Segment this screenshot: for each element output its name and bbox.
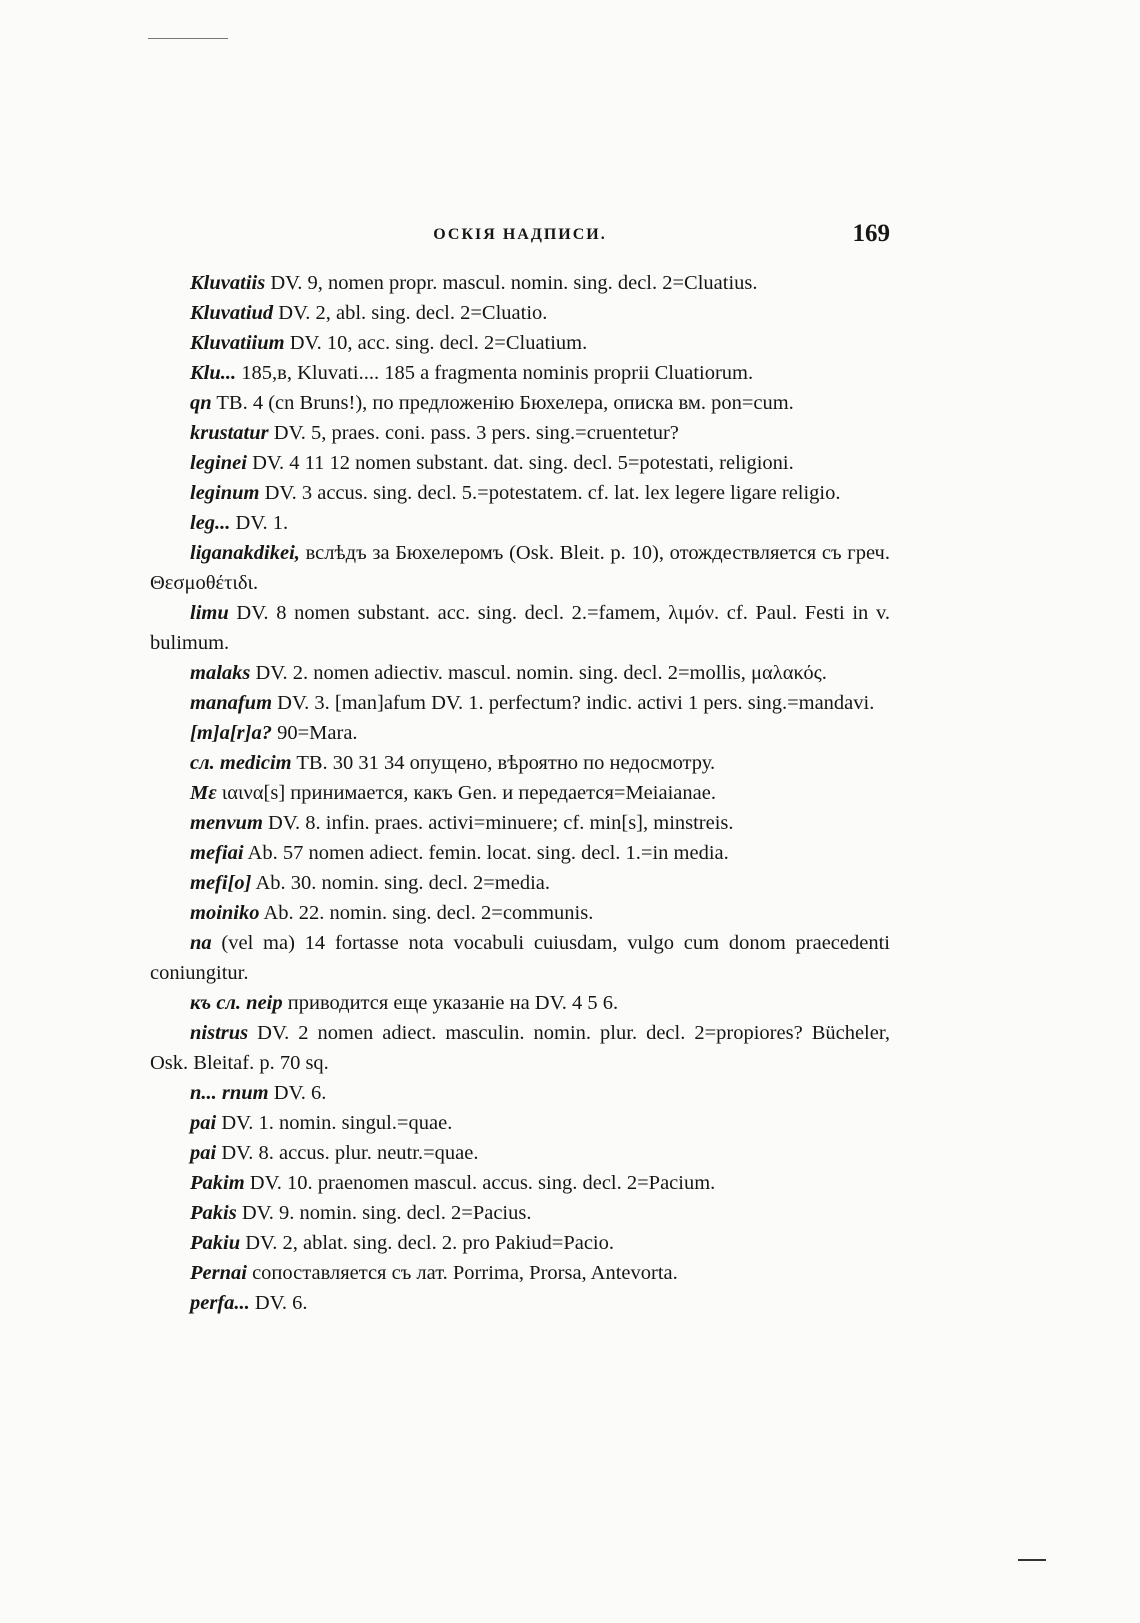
definition: TB. 4 (cn Bruns!), по предложенію Бюхелера, описка вм. pon=cum. bbox=[211, 392, 794, 414]
glossary-entry bbox=[150, 868, 890, 898]
headword: na bbox=[190, 932, 212, 954]
glossary-entry bbox=[150, 808, 890, 838]
headword: pai bbox=[190, 1112, 217, 1134]
definition: ιαινα[s] принимается, какъ Gen. и передается=Meiaianae. bbox=[216, 782, 716, 804]
headword: manafum bbox=[190, 692, 273, 714]
glossary-entry bbox=[150, 778, 890, 808]
definition: сопоставляется съ лат. Porrima, Prorsa, Antevorta. bbox=[246, 1262, 678, 1284]
glossary-entry bbox=[150, 328, 890, 358]
definition: DV. 2, abl. sing. decl. 2=Cluatio. bbox=[273, 302, 548, 324]
headword: limu bbox=[190, 602, 229, 624]
glossary-entry bbox=[150, 1108, 890, 1138]
glossary-entry bbox=[150, 538, 890, 598]
headword: mefi[o] bbox=[190, 872, 252, 894]
glossary-entry bbox=[150, 388, 890, 418]
definition: DV. 8. accus. plur. neutr.=quae. bbox=[216, 1142, 479, 1164]
headword: Pernai bbox=[190, 1262, 247, 1284]
headword: [m]a[r]a? bbox=[190, 722, 272, 744]
definition: (vel ma) 14 fortasse nota vocabuli cuiusdam, vulgo cum donom praecedenti coniungitur. bbox=[150, 932, 890, 984]
headword: moiniko bbox=[190, 902, 260, 924]
glossary-entry bbox=[150, 1228, 890, 1258]
glossary-entry bbox=[150, 898, 890, 928]
definition: TB. 30 31 34 опущено, вѣроятно по недосмотру. bbox=[291, 752, 716, 774]
definition: DV. 1. bbox=[230, 512, 289, 534]
glossary-entry bbox=[150, 1168, 890, 1198]
definition: DV. 9. nomin. sing. decl. 2=Pacius. bbox=[236, 1202, 532, 1224]
glossary-entry bbox=[150, 1198, 890, 1228]
definition: Ab. 30. nomin. sing. decl. 2=media. bbox=[251, 872, 551, 894]
page-number: 169 bbox=[852, 220, 890, 247]
glossary-entry bbox=[150, 1288, 890, 1318]
definition: DV. 10, acc. sing. decl. 2=Cluatium. bbox=[284, 332, 588, 354]
glossary-entry bbox=[150, 748, 890, 778]
definition: DV. 4 11 12 nomen substant. dat. sing. decl. 5=potestati, religioni. bbox=[246, 452, 794, 474]
definition: 185,в, Kluvati.... 185 a fragmenta nominis proprii Cluatiorum. bbox=[236, 362, 754, 384]
glossary-entry bbox=[150, 718, 890, 748]
headword: Kluvatiud bbox=[190, 302, 274, 324]
headword: leg... bbox=[190, 512, 231, 534]
headword: Pakiu bbox=[190, 1232, 241, 1254]
headword: malaks bbox=[190, 662, 251, 684]
page-header bbox=[150, 220, 890, 256]
definition: DV. 3. [man]afum DV. 1. perfectum? indic. activi 1 pers. sing.=mandavi. bbox=[272, 692, 875, 714]
glossary-entry bbox=[150, 928, 890, 988]
glossary-entry bbox=[150, 658, 890, 688]
glossary-entry bbox=[150, 598, 890, 658]
glossary-entry bbox=[150, 418, 890, 448]
bottom-corner-rule bbox=[1018, 1559, 1046, 1561]
headword: сл. medicim bbox=[190, 752, 292, 774]
definition: вслѣдъ за Бюхелеромъ (Osk. Bleit. p. 10), отождествляется съ греч. Θεσμοθέτιδι. bbox=[150, 542, 890, 594]
headword: Pakis bbox=[190, 1202, 237, 1224]
definition: приводится еще указаніе на DV. 4 5 6. bbox=[282, 992, 619, 1014]
definition: DV. 8 nomen substant. acc. sing. decl. 2.=famem, λιμόν. cf. Paul. Festi in v. bulimum. bbox=[150, 602, 890, 654]
running-title: ОСКІЯ НАДПИСИ. bbox=[433, 226, 607, 243]
definition: DV. 3 accus. sing. decl. 5.=potestatem. cf. lat. lex legere ligare religio. bbox=[259, 482, 841, 504]
glossary-entry bbox=[150, 268, 890, 298]
glossary-entry bbox=[150, 838, 890, 868]
glossary-entry bbox=[150, 988, 890, 1018]
definition: DV. 1. nomin. singul.=quae. bbox=[216, 1112, 453, 1134]
definition: DV. 2, ablat. sing. decl. 2. pro Pakiud=Pacio. bbox=[240, 1232, 614, 1254]
headword: Pakim bbox=[190, 1172, 245, 1194]
glossary-entry bbox=[150, 298, 890, 328]
headword: къ сл. neip bbox=[190, 992, 283, 1014]
definition: Ab. 22. nomin. sing. decl. 2=communis. bbox=[259, 902, 594, 924]
definition: DV. 8. infin. praes. activi=minuere; cf. min[s], minstreis. bbox=[262, 812, 734, 834]
definition: DV. 2 nomen adiect. masculin. nomin. plur. decl. 2=propiores? Bücheler, Osk. Bleitaf. p. 70 sq. bbox=[150, 1022, 890, 1074]
glossary-entry bbox=[150, 1138, 890, 1168]
headword: n... rnum bbox=[190, 1082, 269, 1104]
glossary-entry bbox=[150, 688, 890, 718]
glossary-entry bbox=[150, 1258, 890, 1288]
glossary-entry bbox=[150, 1078, 890, 1108]
definition: Ab. 57 nomen adiect. femin. locat. sing. decl. 1.=in media. bbox=[243, 842, 729, 864]
headword: pai bbox=[190, 1142, 217, 1164]
glossary-entry bbox=[150, 1018, 890, 1078]
definition: DV. 9, nomen propr. mascul. nomin. sing. decl. 2=Cluatius. bbox=[265, 272, 758, 294]
glossary-entry bbox=[150, 448, 890, 478]
definition: 90=Mara. bbox=[271, 722, 358, 744]
definition: DV. 5, praes. coni. pass. 3 pers. sing.=cruentetur? bbox=[268, 422, 679, 444]
headword: krustatur bbox=[190, 422, 269, 444]
headword: qn bbox=[190, 392, 212, 414]
glossary-entry bbox=[150, 508, 890, 538]
glossary-entry bbox=[150, 358, 890, 388]
definition: DV. 6. bbox=[249, 1292, 308, 1314]
headword: liganakdikei, bbox=[190, 542, 300, 564]
headword: perfa... bbox=[190, 1292, 250, 1314]
definition: DV. 6. bbox=[268, 1082, 327, 1104]
headword: nistrus bbox=[190, 1022, 249, 1044]
headword: leginei bbox=[190, 452, 247, 474]
glossary-entry bbox=[150, 478, 890, 508]
headword: mefiai bbox=[190, 842, 244, 864]
headword: Kluvatiis bbox=[190, 272, 266, 294]
top-corner-rule bbox=[148, 38, 228, 39]
headword: Klu... bbox=[190, 362, 237, 384]
headword: Мε bbox=[190, 782, 217, 804]
headword: Kluvatiium bbox=[190, 332, 285, 354]
glossary-entries bbox=[150, 268, 890, 1318]
headword: menvum bbox=[190, 812, 263, 834]
headword: leginum bbox=[190, 482, 260, 504]
definition: DV. 10. praenomen mascul. accus. sing. decl. 2=Pacium. bbox=[244, 1172, 716, 1194]
definition: DV. 2. nomen adiectiv. mascul. nomin. sing. decl. 2=mollis, μαλακός. bbox=[250, 662, 827, 684]
